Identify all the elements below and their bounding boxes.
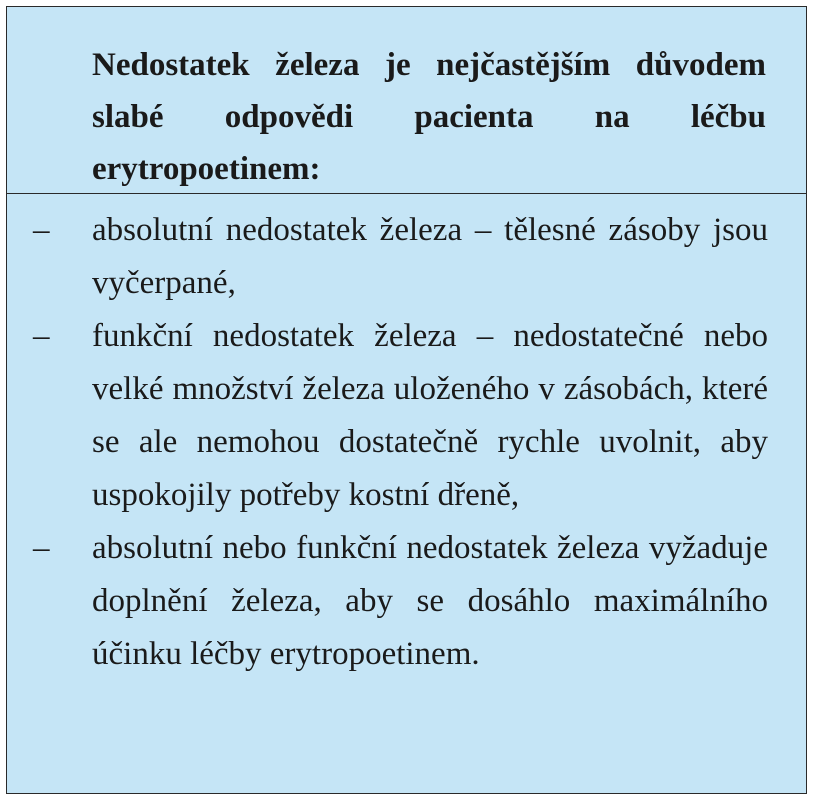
dash-bullet-icon: – [33,318,50,354]
list-item [7,310,768,522]
dash-bullet-icon: – [33,530,50,566]
info-box [6,6,807,794]
header-text: Nedostatek železa je nejčastějším důvodem slabé odpovědi pacienta na léčbu erytropoetinem: [92,47,766,187]
list-item [7,522,768,681]
list-item-text: absolutní nedostatek železa – tělesné zásoby jsou vyčerpané, [92,212,768,301]
dash-bullet-icon: – [33,212,50,248]
list-item-text: funkční nedostatek železa – nedostatečné nebo velké množství železa uloženého v zásobách, které se ale nemohou dostatečně rychle uvolnit, aby uspokojily potřeby kostní dřeně, [92,318,768,513]
list-item [7,204,768,310]
bullet-list [7,194,806,681]
box-header [7,7,806,194]
list-item-text: absolutní nebo funkční nedostatek železa vyžaduje doplnění železa, aby se dosáhlo maximálního účinku léčby erytropoetinem. [92,530,768,672]
